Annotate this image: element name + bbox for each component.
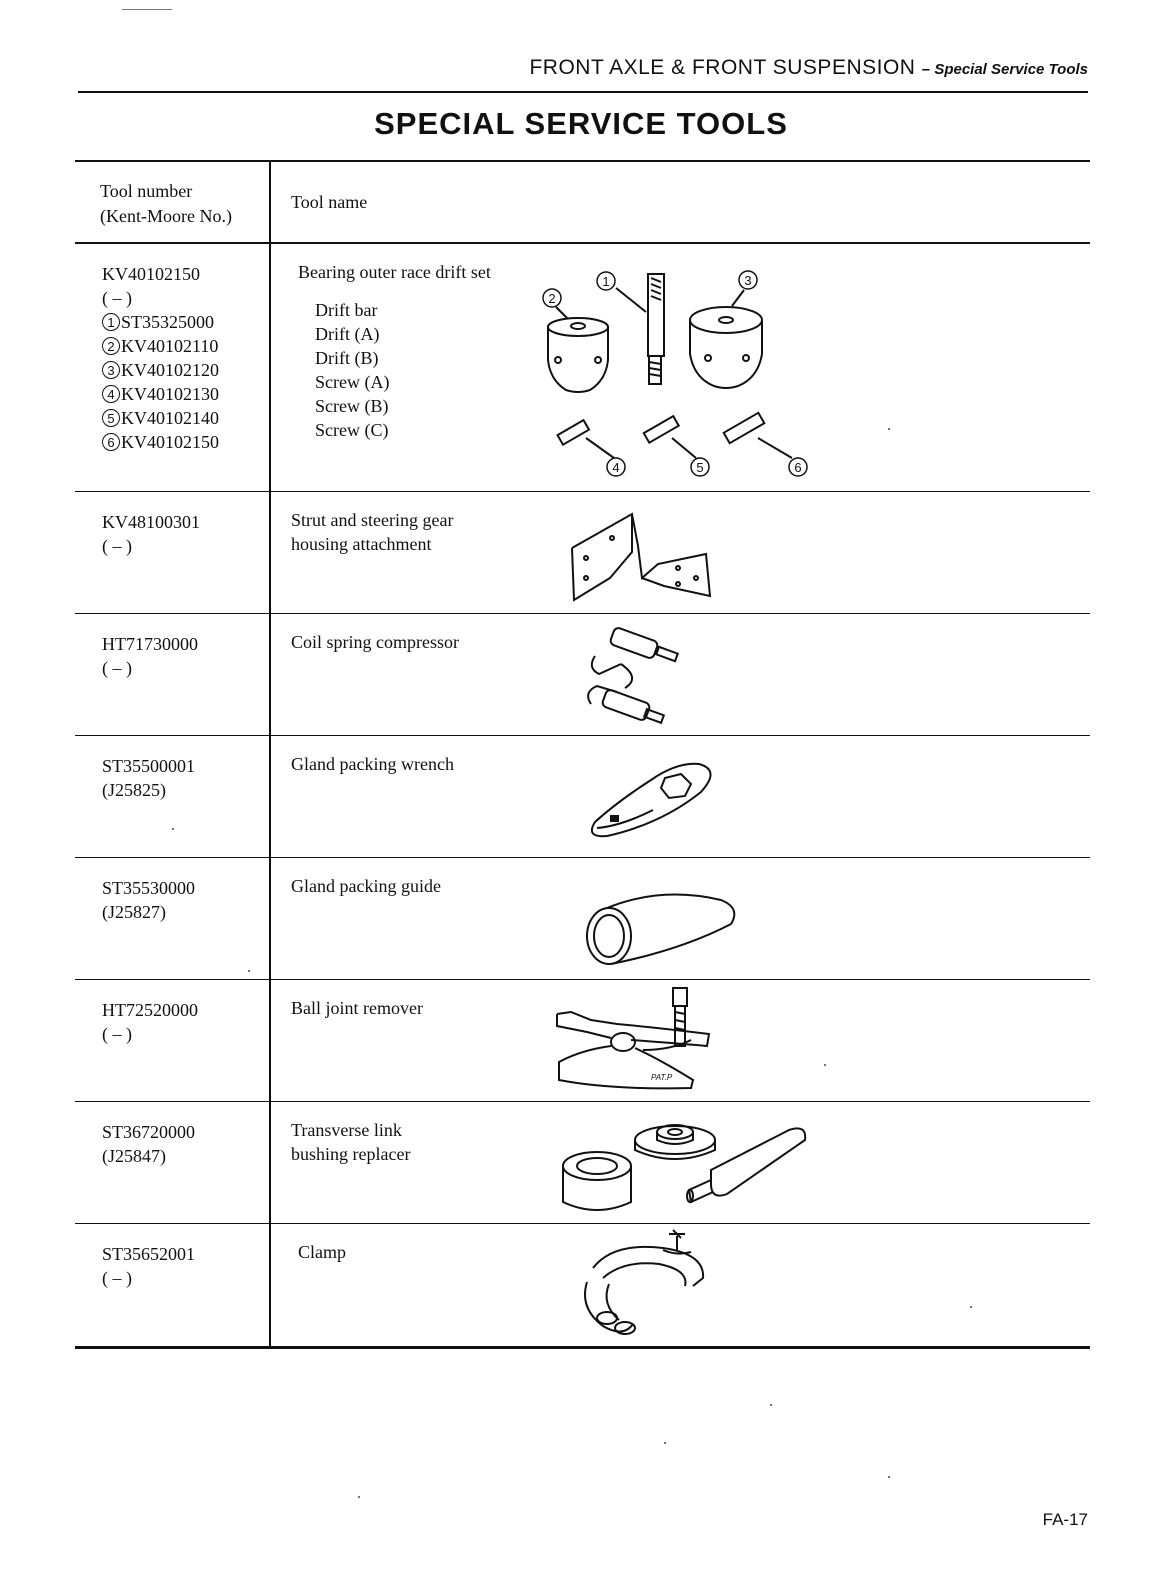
table-row: [75, 1224, 1090, 1348]
subpart-name: Screw (C): [315, 420, 389, 440]
scan-speck: [824, 1064, 826, 1066]
tool-name-cell: [270, 243, 1090, 492]
tool-name-line2: housing attachment: [291, 534, 432, 554]
callout-1: 1: [602, 274, 610, 289]
tool-number: KV48100301: [102, 512, 200, 532]
gland-packing-wrench-illustration: [581, 752, 721, 842]
subpart-number: 2 KV40102110: [102, 334, 269, 358]
scan-speck: [664, 1442, 666, 1444]
callout-4: 4: [612, 460, 620, 475]
table-header-row: [75, 161, 1090, 243]
tool-number: ST35530000: [102, 878, 196, 898]
page-title: SPECIAL SERVICE TOOLS: [374, 106, 788, 141]
running-header: [78, 56, 1088, 80]
subpart-number: 4 KV40102130: [102, 382, 269, 406]
tool-name: Ball joint remover: [291, 998, 423, 1018]
header-rule: [78, 91, 1088, 93]
tool-number: ST35652001: [102, 1244, 196, 1264]
tool-name: Coil spring compressor: [291, 632, 459, 652]
subpart-name: Screw (A): [315, 372, 390, 392]
scan-speck: [358, 1496, 360, 1498]
kent-moore-number: (J25827): [102, 902, 166, 922]
strut-attachment-illustration: [566, 508, 716, 603]
tool-number-cell: [75, 1224, 270, 1348]
subpart-name: Drift (B): [315, 348, 379, 368]
tool-number-cell: [75, 736, 270, 858]
callout-3: 3: [744, 273, 752, 288]
kent-moore-number: ( – ): [102, 288, 132, 308]
scan-speck: [770, 1404, 772, 1406]
tool-number-cell: [75, 614, 270, 736]
col-tool-number-header: [75, 161, 270, 243]
scan-speck: [888, 428, 890, 430]
tool-number: ST36720000: [102, 1122, 196, 1142]
table-row: [75, 736, 1090, 858]
ball-joint-remover-illustration: [551, 984, 721, 1099]
subpart-number: 3 KV40102120: [102, 358, 269, 382]
bushing-replacer-illustration: [561, 1110, 821, 1222]
tool-name-cell: [270, 736, 1090, 858]
tool-number-cell: [75, 858, 270, 980]
col1-header-line2: (Kent-Moore No.): [100, 206, 232, 226]
scan-artifact: [122, 9, 172, 10]
tool-number: HT72520000: [102, 1000, 198, 1020]
tool-number-cell: [75, 243, 270, 492]
kent-moore-number: ( – ): [102, 658, 132, 678]
drift-set-illustration: [536, 262, 836, 487]
header-section: FRONT AXLE & FRONT SUSPENSION: [529, 56, 916, 79]
tool-name-line1: Transverse link: [291, 1120, 402, 1140]
scan-speck: [970, 1306, 972, 1308]
tool-number: KV40102150: [102, 264, 200, 284]
tool-name-cell: [270, 1224, 1090, 1348]
callout-5: 5: [696, 460, 704, 475]
tool-name: Gland packing guide: [291, 876, 441, 896]
header-subsection: Special Service Tools: [934, 61, 1088, 78]
subpart-number: 5 KV40102140: [102, 406, 269, 430]
tool-name: Bearing outer race drift set: [298, 262, 491, 282]
subpart-name: Screw (B): [315, 396, 389, 416]
subpart-name: Drift bar: [315, 300, 378, 320]
table-row: [75, 614, 1090, 736]
kent-moore-number: (J25847): [102, 1146, 166, 1166]
col-tool-name-header: [270, 161, 1090, 243]
table-row: [75, 980, 1090, 1102]
table-row: [75, 858, 1090, 980]
subpart-name: Drift (A): [315, 324, 380, 344]
tool-name-cell: [270, 492, 1090, 614]
tool-name-cell: [270, 1102, 1090, 1224]
page-number: FA-17: [1042, 1510, 1088, 1529]
tool-number: ST35500001: [102, 756, 196, 776]
header-dash: –: [921, 61, 931, 78]
tool-number-cell: [75, 492, 270, 614]
tools-table: [75, 160, 1090, 1349]
tool-name-line2: bushing replacer: [291, 1144, 411, 1164]
tool-number: HT71730000: [102, 634, 198, 654]
scan-speck: [888, 1476, 890, 1478]
kent-moore-number: ( – ): [102, 536, 132, 556]
tool-number-cell: [75, 980, 270, 1102]
callout-6: 6: [794, 460, 802, 475]
kent-moore-number: ( – ): [102, 1268, 132, 1288]
scan-speck: [172, 828, 174, 830]
kent-moore-number: (J25825): [102, 780, 166, 800]
tool-name-cell: [270, 858, 1090, 980]
tool-name-cell: [270, 614, 1090, 736]
pat-stamp: PAT.P: [651, 1073, 673, 1082]
coil-spring-compressor-illustration: [581, 626, 701, 726]
clamp-illustration: [573, 1228, 723, 1343]
subpart-number: 6 KV40102150: [102, 430, 269, 454]
table-row: [75, 492, 1090, 614]
col1-header-line1: Tool number: [100, 181, 193, 201]
table-row: [75, 243, 1090, 492]
col2-header: Tool name: [291, 192, 368, 212]
kent-moore-number: ( – ): [102, 1024, 132, 1044]
scan-speck: [248, 970, 250, 972]
tool-name: Gland packing wrench: [291, 754, 454, 774]
tool-name-cell: [270, 980, 1090, 1102]
table-row: [75, 1102, 1090, 1224]
tool-number-cell: [75, 1102, 270, 1224]
subpart-number: 1 ST35325000: [102, 310, 269, 334]
callout-2: 2: [548, 291, 556, 306]
gland-packing-guide-illustration: [581, 878, 741, 968]
tool-name-line1: Strut and steering gear: [291, 510, 454, 530]
tool-name: Clamp: [298, 1242, 346, 1262]
